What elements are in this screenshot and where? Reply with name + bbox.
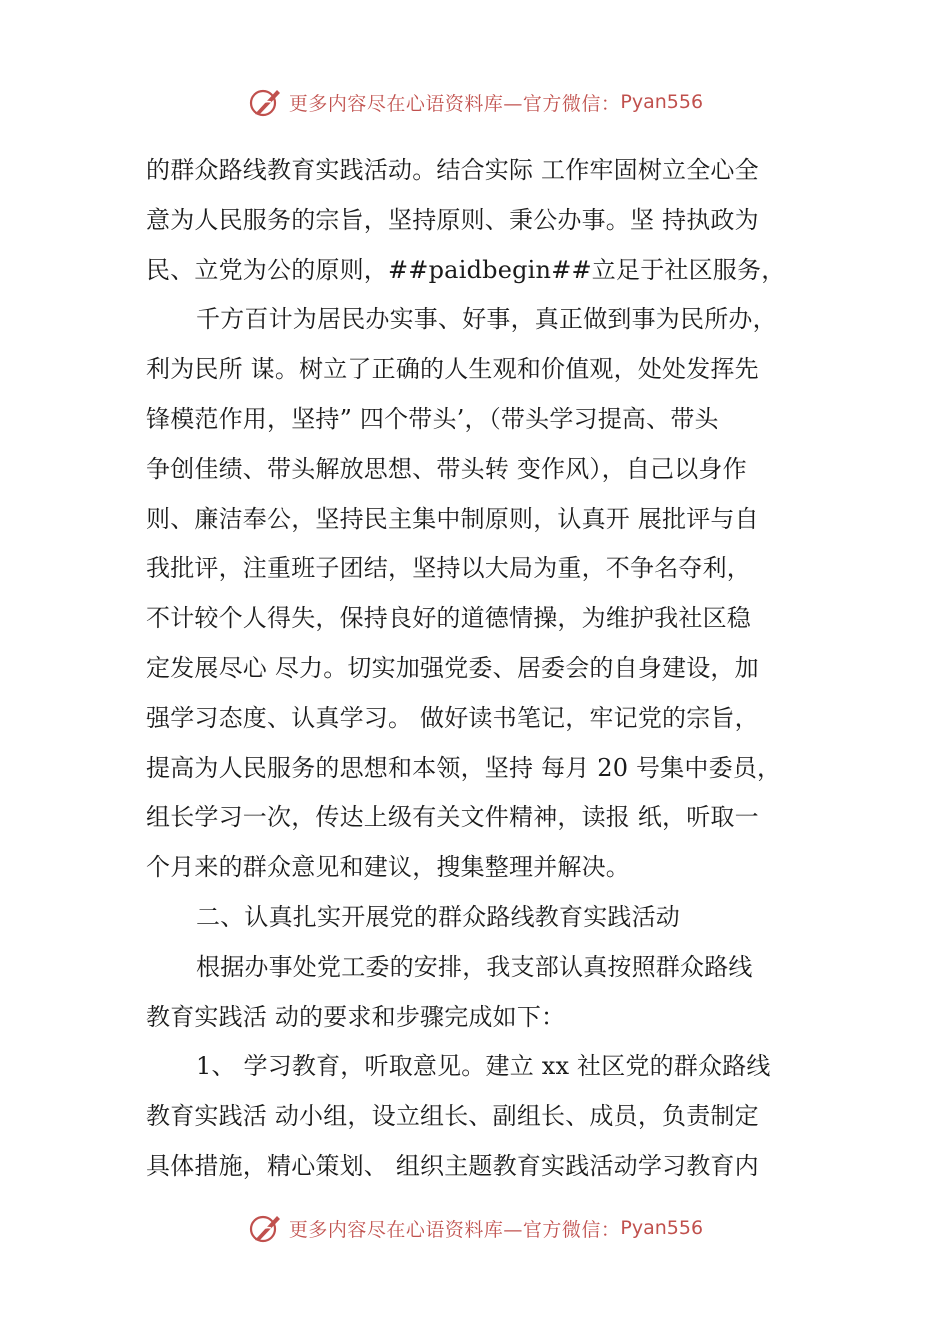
text-line: 意为人民服务的宗旨，坚持原则、秉公办事。坚 持执政为: [146, 205, 759, 234]
text-line: 民、立党为公的原则，##paidbegin##立足于社区服务，: [146, 255, 786, 284]
text-line: 定发展尽心 尽力。切实加强党委、居委会的自身建设，加: [146, 653, 759, 682]
text-line: 1、 学习教育，听取意见。建立 xx 社区党的群众路线: [196, 1052, 771, 1081]
text-line: 个月来的群众意见和建议，搜集整理并解决。: [146, 853, 630, 882]
banner-text: 更多内容尽在心语资料库—官方微信：: [288, 1218, 621, 1241]
text-line: 利为民所 谋。树立了正确的人生观和价值观，处处发挥先: [146, 355, 759, 384]
text-line: 的群众路线教育实践活动。结合实际 工作牢固树立全心全: [146, 156, 759, 184]
text-line: 强学习态度、认真学习。 做好读书笔记，牢记党的宗旨，: [146, 703, 759, 732]
text-line: 我批评，注重班子团结，坚持以大局为重，不争名夺利，: [146, 554, 751, 583]
quill-pen-logo-icon: [247, 1210, 283, 1246]
text-line: 教育实践活 动的要求和步骤完成如下：: [146, 1002, 566, 1031]
text-line: 根据办事处党工委的安排，我支部认真按照群众路线: [196, 952, 753, 981]
banner-wechat-id: Pyan556: [620, 1217, 704, 1239]
text-line: 组长学习一次，传达上级有关文件精神，读报 纸，听取一: [146, 803, 759, 832]
header-banner: [0, 82, 950, 122]
text-line: 千方百计为居民办实事、好事，真正做到事为民所办，: [196, 305, 777, 334]
banner-text: 更多内容尽在心语资料库—官方微信：: [288, 92, 621, 115]
text-line: 争创佳绩、带头解放思想、带头转 变作风），自己以身作: [146, 454, 747, 483]
text-line: 提高为人民服务的思想和本领，坚持 每月 20 号集中委员，: [146, 753, 782, 782]
text-line: 二、认真扎实开展党的群众路线教育实践活动: [196, 902, 680, 931]
text-line: 锋模范作用，坚持” 四个带头’，（带头学习提高、带头: [146, 404, 719, 433]
document-body: [146, 146, 816, 1192]
quill-pen-logo-icon: [247, 84, 283, 120]
text-line: 不计较个人得失，保持良好的道德情操，为维护我社区稳: [146, 604, 751, 633]
footer-banner: [0, 1208, 950, 1248]
banner-wechat-id: Pyan556: [620, 91, 704, 113]
text-line: 教育实践活 动小组，设立组长、副组长、成员，负责制定: [146, 1102, 759, 1131]
text-line: 具体措施，精心策划、 组织主题教育实践活动学习教育内: [146, 1151, 759, 1180]
text-line: 则、廉洁奉公，坚持民主集中制原则，认真开 展批评与自: [146, 504, 759, 533]
